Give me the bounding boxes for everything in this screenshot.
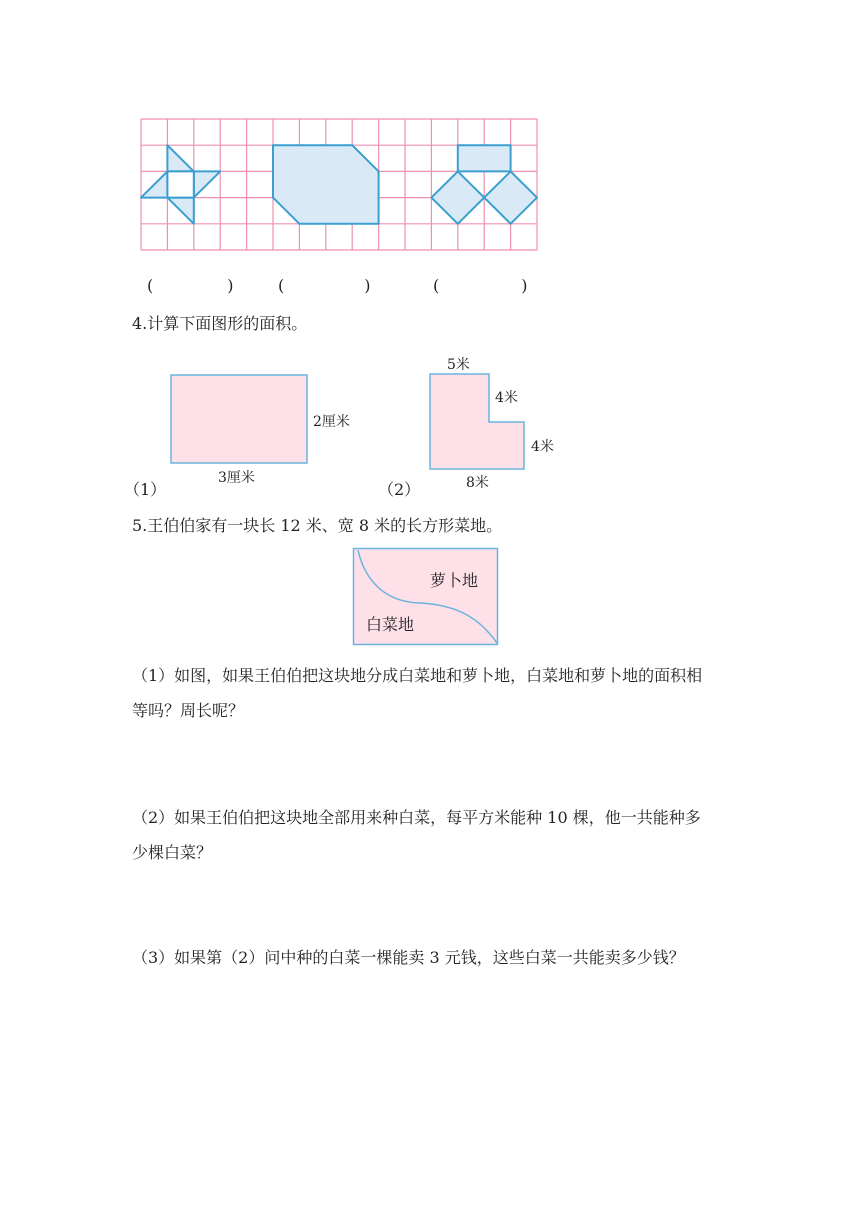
- answer-blank-1[interactable]: [147, 276, 234, 296]
- l-step-label: 4米: [495, 390, 518, 406]
- q5-title: 5.王伯伯家有一块长 12 米、宽 8 米的长方形菜地。: [132, 516, 503, 535]
- q5-sub1-line2: 等吗？周长呢？: [132, 701, 245, 720]
- hexagon-shape: [273, 145, 379, 224]
- answer-blank-2[interactable]: [278, 276, 371, 296]
- radish-plot-label: 萝卜地: [430, 571, 479, 590]
- l-right-label: 4米: [531, 439, 554, 455]
- l-top-label: 5米: [447, 357, 470, 373]
- figure2-number: （2）: [378, 480, 421, 499]
- blank-open: (: [147, 276, 154, 295]
- blank-open: (: [278, 276, 285, 295]
- l-bottom-label: 8米: [466, 475, 489, 491]
- q5-sub2-line2: 少棵白菜？: [132, 843, 213, 862]
- q4-title: 4.计算下面图形的面积。: [132, 314, 308, 333]
- q5-sub1-line1: （1）如图，如果王伯伯把这块地分成白菜地和萝卜地，白菜地和萝卜地的面积相: [132, 666, 703, 685]
- rect-width-label: 3厘米: [218, 470, 255, 486]
- q4-figures: [0, 340, 860, 500]
- blank-close: ): [364, 276, 371, 295]
- pinwheel-shape: [141, 145, 220, 224]
- rectangle-figure: [171, 375, 307, 463]
- q5-sub3-line1: （3）如果第（2）问中种的白菜一棵能卖 3 元钱，这些白菜一共能卖多少钱？: [132, 948, 685, 967]
- blank-close: ): [227, 276, 234, 295]
- q5-sub2-line1: （2）如果王伯伯把这块地全部用来种白菜，每平方米能种 10 棵，他一共能种多: [132, 808, 701, 827]
- figure1-number: （1）: [124, 480, 167, 499]
- blank-close: ): [521, 276, 528, 295]
- cabbage-plot-label: 白菜地: [366, 615, 415, 634]
- answer-blank-3[interactable]: [433, 276, 528, 296]
- blank-open: (: [433, 276, 440, 295]
- grid-figure: [0, 0, 860, 260]
- rect-height-label: 2厘米: [313, 414, 350, 430]
